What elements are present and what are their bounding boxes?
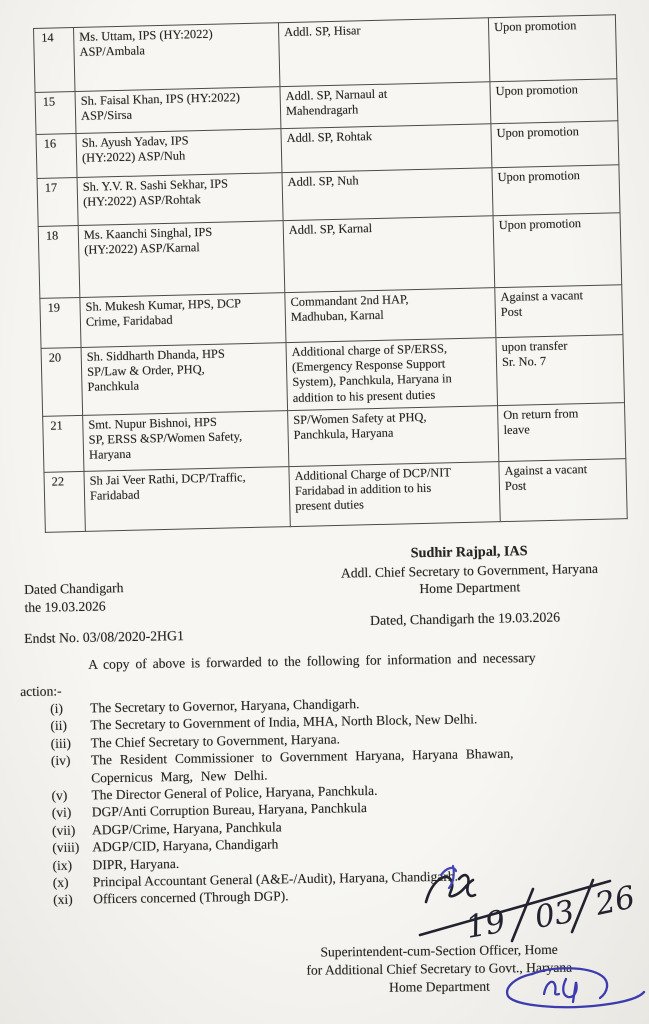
cell-posting: Addl. SP, Hisar [278, 18, 489, 87]
cell-officer: Sh. Y.V. R. Sashi Sekhar, IPS (HY:2022) ASP/Rohtak [77, 173, 283, 226]
cell-serial: 19 [40, 297, 81, 348]
dateline-left-line1: Dated Chandigarh [24, 580, 124, 597]
cell-posting: Addl. SP, Rohtak [281, 124, 492, 173]
cell-remarks: Against a vacant Post [495, 285, 623, 338]
cell-remarks: On return from leave [498, 403, 626, 462]
initials-squiggle [544, 979, 577, 1002]
cell-officer: Smt. Nupur Bishnoi, HPS SP, ERSS &SP/Women Safety, Haryana [83, 411, 289, 472]
cell-serial: 20 [41, 347, 83, 416]
list-item-text: The Secretary to Governor, Haryana, Chandigarh. [90, 696, 360, 716]
list-item-number: (ix) [52, 857, 73, 873]
cell-officer: Sh. Faisal Khan, IPS (HY:2022) ASP/Sirsa [75, 87, 281, 134]
table-row [38, 213, 622, 299]
signatory-name: Sudhir Rajpal, IAS [410, 543, 528, 562]
list-item-text: DIPR, Haryana. [92, 855, 180, 873]
list-item-text: The Secretary to Government of India, MHA, North Block, New Delhi. [90, 711, 478, 733]
cell-officer: Sh. Siddharth Dhanda, HPS SP/Law & Order, PHQ, Panchkula [81, 343, 288, 416]
list-item-number: (x) [52, 874, 69, 891]
list-item-number: (xi) [53, 892, 73, 908]
handwritten-date-year: 26 [592, 879, 639, 923]
cell-serial: 14 [34, 28, 75, 93]
list-item-text: Principal Accountant General (A&E-/Audit), Haryana, Chandigarh. [92, 868, 459, 890]
cell-serial: 22 [44, 471, 85, 532]
dateline-left-line2: the 19.03.2026 [24, 598, 106, 615]
cell-remarks: Upon promotion [491, 121, 619, 168]
cell-remarks: Upon promotion [492, 165, 620, 216]
transfer-order-table [33, 14, 628, 533]
cell-remarks: Upon promotion [493, 213, 622, 288]
cell-remarks: Upon promotion [488, 15, 616, 82]
cell-remarks: Against a vacant Post [499, 459, 627, 522]
list-item-number: (vii) [51, 822, 76, 838]
cell-posting: Additional charge of SP/ERSS, (Emergency Response Support System), Panchkula, Haryana in addition to his present duties [286, 338, 498, 411]
signatory-block [318, 541, 621, 599]
cell-posting: Commandant 2nd HAP, Madhuban, Karnal [285, 288, 496, 343]
cell-serial: 18 [38, 225, 80, 298]
cell-officer: Ms. Uttam, IPS (HY:2022) ASP/Ambala [74, 23, 280, 92]
dateline-right: Dated, Chandigarh the 19.03.2026 [369, 609, 561, 628]
cell-serial: 15 [35, 92, 76, 135]
list-item-text: Officers concerned (Through DGP). [93, 888, 289, 907]
footer-line1: Superintendent-cum-Section Officer, Home [320, 941, 558, 960]
handwritten-signature-date [412, 858, 649, 948]
list-item-number: (vi) [51, 805, 72, 821]
list-item-text: ADGP/Crime, Haryana, Panchkula [91, 819, 282, 838]
cell-posting: SP/Women Safety at PHQ, Panchkula, Haryana [288, 406, 499, 467]
table-row [44, 459, 627, 533]
cell-posting: Addl. SP, Narnaul at Mahendragarh [280, 82, 491, 129]
cell-remarks: upon transfer Sr. No. 7 [496, 335, 625, 406]
list-item-number: (i) [50, 700, 63, 716]
list-item-text: The Director General of Police, Haryana, Panchkula. [91, 782, 378, 803]
cell-serial: 16 [36, 134, 77, 179]
list-item-number: (viii) [52, 839, 80, 856]
signature-initials-stroke [426, 875, 475, 902]
dateline-left [24, 579, 124, 617]
date-slash-1 [512, 889, 533, 941]
cell-officer: Sh. Ayush Yadav, IPS (HY:2022) ASP/Nuh [76, 129, 282, 178]
cell-remarks: Upon promotion [490, 79, 618, 124]
cell-serial: 17 [37, 178, 78, 227]
list-item-text: DGP/Anti Corruption Bureau, Haryana, Panchkula [91, 800, 368, 820]
cell-officer: Sh. Mukesh Kumar, HPS, DCP Crime, Faridabad [80, 293, 286, 348]
cell-posting: Additional Charge of DCP/NIT Faridabad in addition to his present duties [289, 462, 500, 527]
handwritten-initials-circled [492, 964, 649, 1022]
list-item-number: (iv) [50, 752, 71, 769]
forward-intro: A copy of above is forwarded to the following for information and necessary [88, 649, 536, 672]
list-item-number: (iii) [50, 735, 72, 751]
cell-officer: Ms. Kaanchi Singhal, IPS (HY:2022) ASP/Karnal [78, 221, 285, 298]
cell-posting: Addl. SP, Nuh [282, 168, 493, 221]
list-item-text: ADGP/CID, Haryana, Chandigarh [92, 836, 279, 855]
forward-action-label: action:- [20, 683, 62, 699]
cell-serial: 21 [43, 415, 84, 472]
handwritten-date-month: 03 [532, 893, 578, 936]
signatory-dept: Home Department [419, 579, 521, 597]
signatory-title: Addl. Chief Secretary to Government, Haryana [340, 560, 599, 581]
list-item-number: (ii) [50, 718, 68, 734]
endst-number: Endst No. 03/08/2020-2HG1 [24, 628, 185, 646]
list-item-text: The Resident Commissioner to Government Haryana, Haryana Bhawan, Copernicus Marg, New Delhi. [90, 745, 514, 785]
handwritten-date-day: 19 [463, 903, 509, 946]
footer-line2: for Additional Chief Secretary to Govt., Haryana [306, 959, 573, 978]
list-item-number: (v) [51, 787, 68, 804]
footer-line3: Home Department [389, 978, 490, 995]
transfer-table-wrap [33, 14, 628, 533]
cell-posting: Addl. SP, Karnal [283, 216, 495, 293]
cell-officer: Sh Jai Veer Rathi, DCP/Traffic, Faridabad [84, 467, 290, 532]
list-item-text: The Chief Secretary to Government, Haryana. [90, 731, 341, 751]
